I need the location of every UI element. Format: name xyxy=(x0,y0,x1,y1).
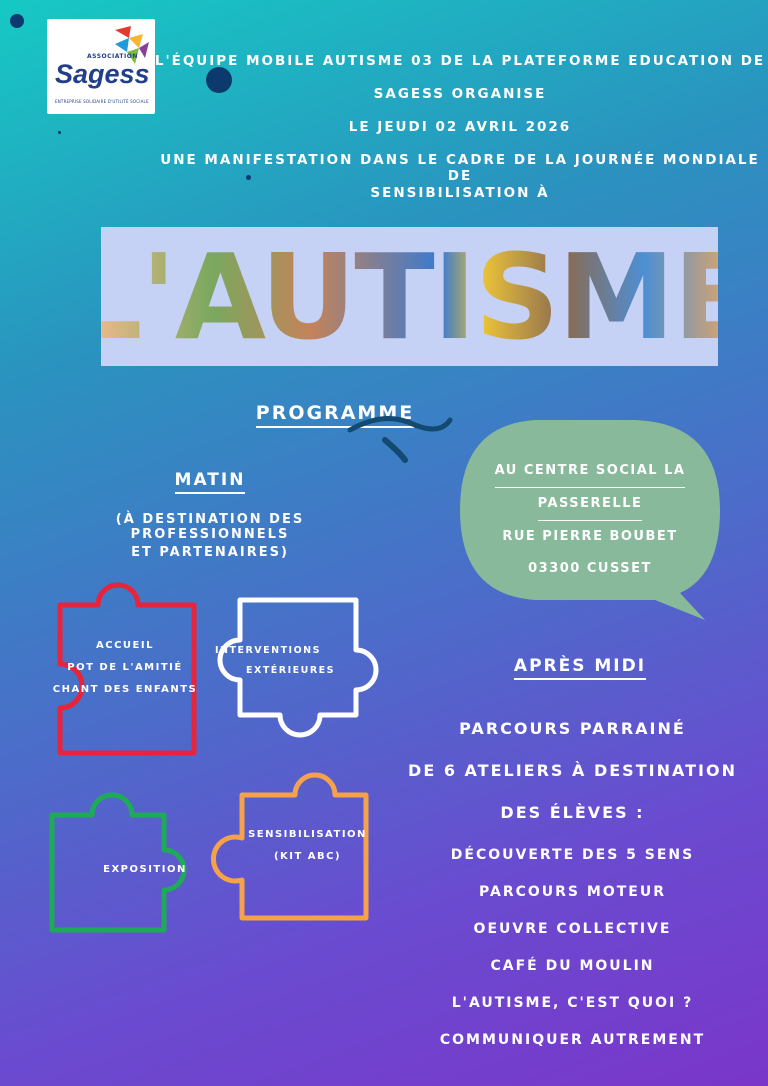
matin-title-text: MATIN xyxy=(175,470,246,494)
matin-title xyxy=(160,470,260,494)
logo-name: Sagess xyxy=(55,59,150,89)
matin-subtitle-1: (À DESTINATION DES PROFESSIONNELS xyxy=(115,512,305,542)
atelier-item: PARCOURS MOTEUR xyxy=(479,884,666,900)
atelier-item: L'AUTISME, C'EST QUOI ? xyxy=(451,995,694,1011)
apres-midi-title-text: APRÈS MIDI xyxy=(514,656,646,680)
atelier-item: DÉCOUVERTE DES 5 SENS xyxy=(450,847,695,863)
location-line-1: AU CENTRE SOCIAL LA xyxy=(495,455,686,488)
decor-dot xyxy=(58,131,61,134)
atelier-item: OEUVRE COLLECTIVE xyxy=(473,921,672,937)
matin-subtitle-2: ET PARTENAIRES) xyxy=(131,545,289,560)
apres-midi-intro-1: PARCOURS PARRAINÉ xyxy=(459,719,686,738)
piece-white-line-1: INTERVENTIONS xyxy=(215,645,321,656)
header-line-5: SENSIBILISATION À xyxy=(370,185,550,201)
programme-title-text: PROGRAMME xyxy=(256,402,414,428)
location-line-3: RUE PIERRE BOUBET xyxy=(502,529,678,544)
location-line-2: PASSERELLE xyxy=(538,488,643,521)
logo-association: ASSOCIATION xyxy=(87,53,138,60)
header-line-3: LE JEUDI 02 AVRIL 2026 xyxy=(348,119,572,135)
piece-red-line-1: ACCUEIL xyxy=(96,640,154,651)
autisme-banner xyxy=(67,227,752,366)
ateliers-list xyxy=(420,837,725,1059)
apres-midi-intro xyxy=(395,708,750,834)
piece-red-line-3: CHANT DES ENFANTS xyxy=(52,684,198,695)
piece-orange-line-2: (KIT ABC) xyxy=(273,851,342,862)
location-text xyxy=(470,455,710,585)
atelier-item: COMMUNIQUER AUTREMENT xyxy=(439,1032,706,1048)
piece-white-line-2: EXTÉRIEURES xyxy=(246,665,335,676)
piece-orange-text xyxy=(245,824,370,868)
logo-tagline: ENTREPRISE SOLIDAIRE D'UTILITÉ SOCIALE xyxy=(55,99,149,104)
piece-green-text xyxy=(90,859,200,881)
apres-midi-intro-3: DES ÉLÈVES : xyxy=(500,803,645,822)
piece-red-text xyxy=(40,635,210,701)
banner-text: L'AUTISME xyxy=(67,227,752,366)
apres-midi-intro-2: DE 6 ATELIERS À DESTINATION xyxy=(408,761,737,780)
header-line-4: UNE MANIFESTATION DANS LE CADRE DE LA JOURNÉE MONDIALE DE xyxy=(160,152,760,184)
header-line-1: L'ÉQUIPE MOBILE AUTISME 03 DE LA PLATEFORME EDUCATION DE xyxy=(154,53,766,69)
atelier-item: CAFÉ DU MOULIN xyxy=(490,958,655,974)
piece-orange-line-1: SENSIBILISATION xyxy=(248,829,367,840)
header-line-2: SAGESS ORGANISE xyxy=(373,86,547,102)
brush-decor-icon xyxy=(345,405,455,465)
sagess-logo xyxy=(47,19,155,114)
piece-white-text xyxy=(215,641,335,681)
apres-midi-title xyxy=(490,656,670,680)
piece-green-line-1: EXPOSITION xyxy=(103,864,187,875)
puzzle-pieces xyxy=(0,570,400,940)
piece-red-line-2: POT DE L'AMITIÉ xyxy=(67,662,183,673)
decor-dot xyxy=(10,14,24,28)
location-line-4: 03300 CUSSET xyxy=(528,561,652,576)
